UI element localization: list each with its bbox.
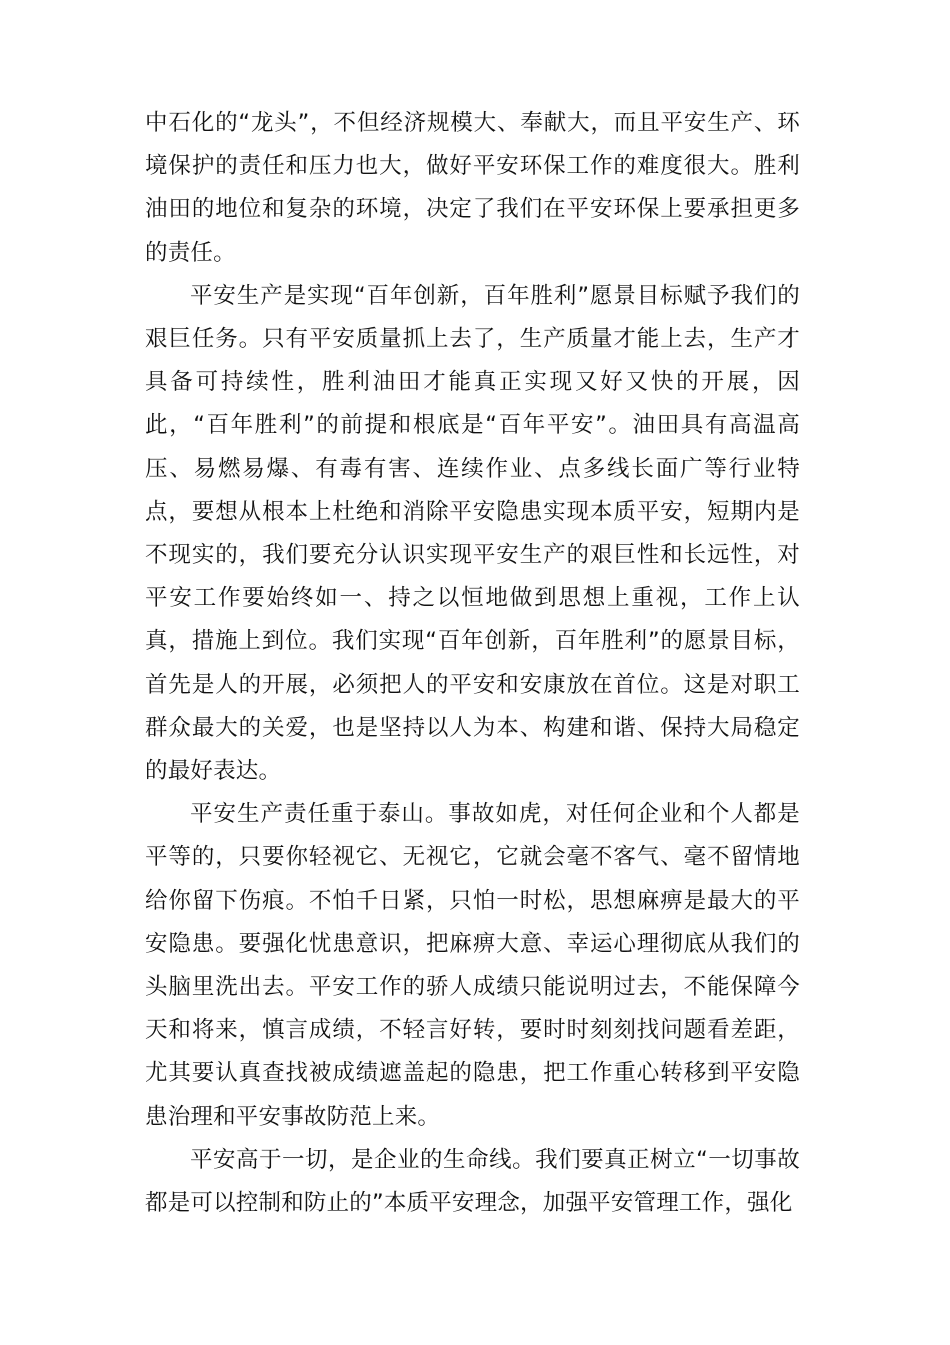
paragraph-3: 平安生产责任重于泰山。事故如虎，对任何企业和个人都是平等的，只要你轻视它、无视它，它就会毫不客气、毫不留情地给你留下伤痕。不怕千日紧，只怕一时松，思想麻痹是最大的平安隐患。要强化忧患意识，把麻痹大意、幸运心理彻底从我们的头脑里洗出去。平安工作的骄人成绩只能说明过去，不能保障今天和将来，慎言成绩，不轻言好转，要时时刻刻找问题看差距，尤其要认真查找被成绩遮盖起的隐患，把工作重心转移到平安隐患治理和平安事故防范上来。: [145, 801, 800, 1130]
paragraph-4: 平安高于一切，是企业的生命线。我们要真正树立“一切事故都是可以控制和防止的”本质平安理念，加强平安管理工作，强化: [145, 1146, 800, 1217]
paragraph-2: 平安生产是实现“百年创新，百年胜利”愿景目标赋予我们的艰巨任务。只有平安质量抓上去了，生产质量才能上去，生产才具备可持续性，胜利油田才能真正实现又好又快的开展，因此，“百年胜利”的前提和根底是“百年平安”。油田具有高温高压、易燃易爆、有毒有害、连续作业、点多线长面广等行业特点，要想从根本上杜绝和消除平安隐患实现本质平安，短期内是不现实的，我们要充分认识实现平安生产的艰巨性和长远性，对平安工作要始终如一、持之以恒地做到思想上重视，工作上认真，措施上到位。我们实现“百年创新，百年胜利”的愿景目标，首先是人的开展，必须把人的平安和安康放在首位。这是对职工群众最大的关爱，也是坚持以人为本、构建和谐、保持大局稳定的最好表达。: [145, 282, 800, 785]
body-text: [145, 102, 800, 1225]
paragraph-1: 中石化的“龙头”，不但经济规模大、奉献大，而且平安生产、环境保护的责任和压力也大，做好平安环保工作的难度很大。胜利油田的地位和复杂的环境，决定了我们在平安环保上要承担更多的责任。: [145, 110, 800, 266]
